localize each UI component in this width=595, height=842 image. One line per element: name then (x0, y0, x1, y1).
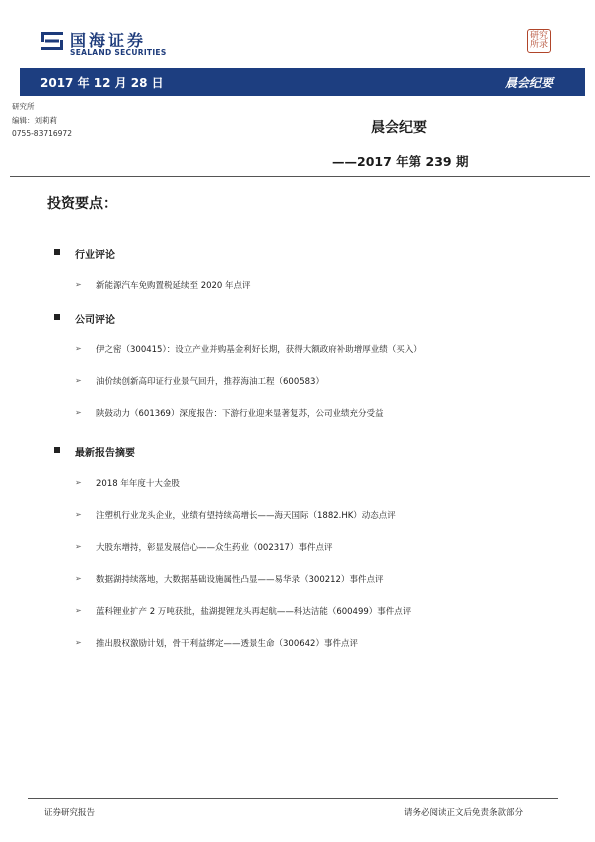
section-title-company: 公司评论 (75, 315, 115, 326)
arrow-bullet-icon: ➢ (75, 606, 82, 615)
logo-text-cn: 国海证券 (70, 31, 147, 50)
section-bullet (54, 314, 60, 320)
arrow-bullet-icon: ➢ (75, 542, 82, 551)
document-title: 晨会纪要 (371, 120, 427, 136)
report-date: 2017 年 12 月 28 日 (40, 76, 164, 90)
list-item: 推出股权激励计划，骨干利益绑定——透景生命（300642）事件点评 (96, 639, 358, 649)
arrow-bullet-icon: ➢ (75, 478, 82, 487)
editor-label: 编辑：刘莉莉 (12, 116, 57, 125)
list-item: 注塑机行业龙头企业，业绩有望持续高增长——海天国际（1882.HK）动态点评 (96, 511, 396, 521)
arrow-bullet-icon: ➢ (75, 574, 82, 583)
footer-left-text: 证券研究报告 (44, 808, 96, 818)
footer-divider (28, 798, 558, 799)
arrow-bullet-icon: ➢ (75, 510, 82, 519)
arrow-bullet-icon: ➢ (75, 280, 82, 289)
list-item: 2018 年年度十大金股 (96, 479, 180, 489)
list-item: 新能源汽车免购置税延续至 2020 年点评 (96, 281, 251, 291)
research-seal-logo (527, 29, 551, 53)
logo-icon (40, 29, 64, 53)
arrow-bullet-icon: ➢ (75, 376, 82, 385)
list-item: 数据湖持续落地，大数据基础设施属性凸显——易华录（300212）事件点评 (96, 575, 384, 585)
issue-number: ——2017 年第 239 期 (332, 154, 469, 169)
points-heading: 投资要点： (47, 196, 117, 212)
arrow-bullet-icon: ➢ (75, 408, 82, 417)
arrow-bullet-icon: ➢ (75, 344, 82, 353)
seal-char: 所 (530, 40, 540, 50)
section-bullet (54, 447, 60, 453)
list-item: 油价续创新高印证行业景气回升，推荐海油工程（600583） (96, 377, 324, 387)
phone-label: 0755-83716972 (12, 129, 72, 138)
header-bar-title: 晨会纪要 (505, 76, 554, 90)
seal-char: 研 (530, 31, 540, 41)
seal-char: 录 (539, 40, 549, 50)
section-title-industry: 行业评论 (75, 250, 115, 261)
logo-text-en: SEALAND SECURITIES (70, 48, 167, 57)
list-item: 大股东增持，彰显发展信心——众生药业（002317）事件点评 (96, 543, 333, 553)
footer-disclaimer: 请务必阅读正文后免责条款部分 (404, 808, 524, 818)
header-divider (10, 176, 590, 177)
list-item: 陕鼓动力（601369）深度报告：下游行业迎来显著复苏，公司业绩充分受益 (96, 409, 384, 419)
list-item: 伊之密（300415）：设立产业并购基金利好长期，获得大额政府补助增厚业绩（买入） (96, 345, 422, 355)
dept-label: 研究所 (12, 102, 35, 111)
section-title-reports: 最新报告摘要 (75, 448, 135, 459)
seal-char: 究 (539, 31, 549, 41)
section-bullet (54, 249, 60, 255)
list-item: 蓝科锂业扩产 2 万吨获批，盐湖提锂龙头再起航——科达洁能（600499）事件点评 (96, 607, 412, 617)
arrow-bullet-icon: ➢ (75, 638, 82, 647)
